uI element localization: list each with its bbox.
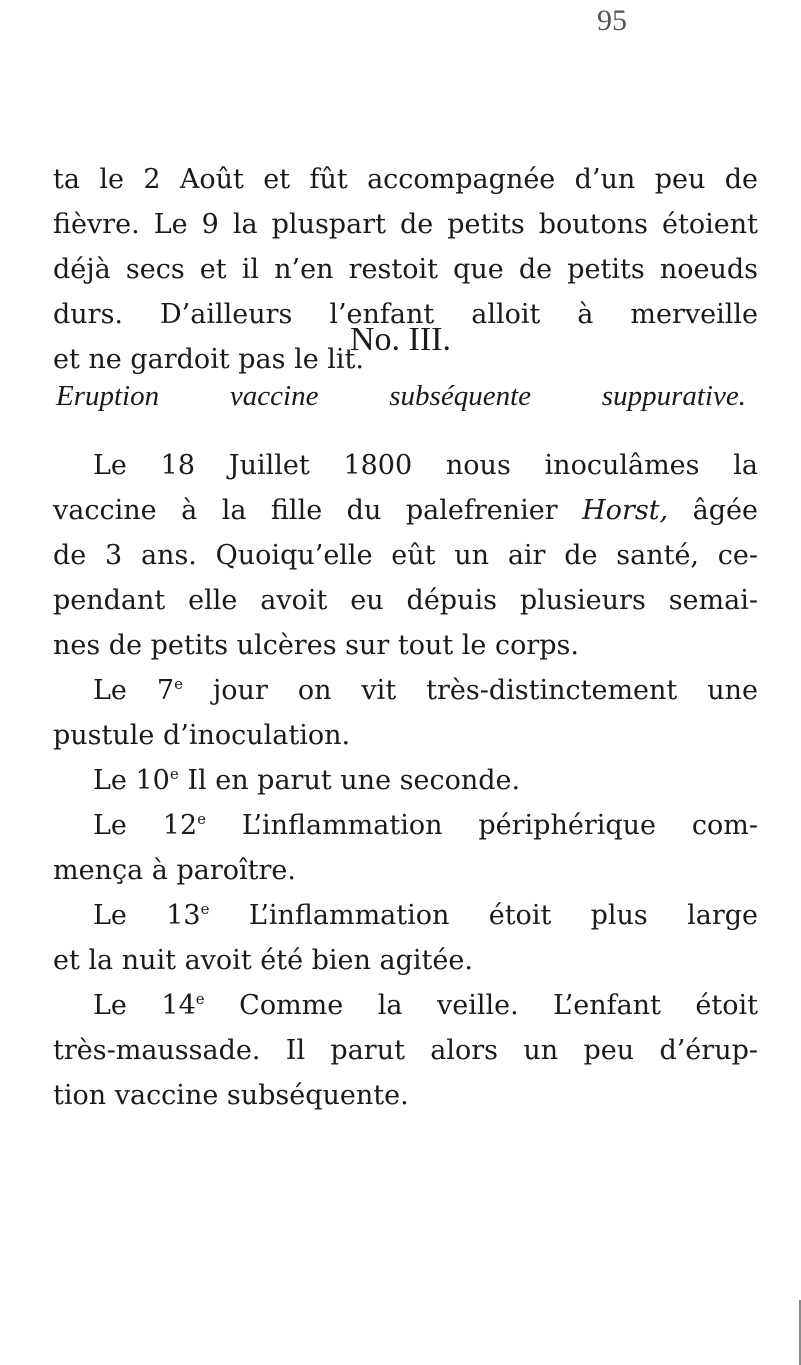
ordinal-suffix: e: [200, 900, 210, 918]
day-entry: [53, 758, 758, 803]
section-heading: No. III.: [349, 321, 452, 358]
entry-text: Comme la veille. L’enfant étoit: [239, 990, 758, 1021]
text-line: et la nuit avoit été bien agitée.: [53, 945, 473, 976]
text-line: et ne gardoit pas le lit.: [53, 344, 364, 375]
page-number: 95: [597, 4, 627, 37]
text-line: Le 18 Juillet 1800 nous inoculâmes la: [93, 450, 758, 481]
entry-text: L’inflammation périphérique com-: [241, 810, 758, 841]
section-subtitle: Eruption vaccine subséquente suppurative.: [56, 380, 746, 412]
day-entry: [53, 983, 758, 1028]
text-line: fièvre. Le 9 la pluspart de petits boutons étoient: [53, 209, 758, 240]
day-label: Le 10: [93, 765, 170, 796]
entry-text: Il en parut une seconde.: [187, 765, 521, 796]
day-entry: [53, 668, 758, 713]
text-line: tion vaccine subséquente.: [53, 1080, 409, 1111]
person-name: Horst,: [582, 495, 669, 526]
text-line: déjà secs et il n’en restoit que de petits noeuds: [53, 254, 758, 285]
text-fragment: vaccine à la fille du palefrenier: [53, 495, 558, 526]
day-label: Le 12: [93, 810, 198, 841]
day-label: Le 7: [93, 675, 175, 706]
text-line: nes de petits ulcères sur tout le corps.: [53, 630, 579, 661]
day-entry: [53, 893, 758, 938]
case-report: [53, 443, 758, 1118]
day-label: Le 14: [93, 990, 196, 1021]
text-line: très-maussade. Il parut alors un peu d’érup-: [53, 1035, 758, 1066]
text-line: durs. D’ailleurs l’enfant alloit à merveille: [53, 299, 758, 330]
ordinal-suffix: e: [169, 765, 179, 783]
entry-text: L’inflammation étoit plus large: [248, 900, 758, 931]
text-line: ta le 2 Août et fût accompagnée d’un peu de: [53, 164, 758, 195]
text-line: pendant elle avoit eu dépuis plusieurs semai-: [53, 585, 758, 616]
text-line: [53, 488, 758, 533]
ordinal-suffix: e: [197, 810, 207, 828]
text-line: mença à paroître.: [53, 855, 296, 886]
ordinal-suffix: e: [195, 990, 205, 1008]
text-line: pustule d’inoculation.: [53, 720, 351, 751]
day-label: Le 13: [93, 900, 201, 931]
text-line: de 3 ans. Quoiqu’elle eût un air de santé, ce-: [53, 540, 758, 571]
text-fragment: âgée: [692, 495, 758, 526]
day-entry: [53, 803, 758, 848]
entry-text: jour on vit très-distinctement une: [212, 675, 758, 706]
ordinal-suffix: e: [174, 675, 183, 693]
